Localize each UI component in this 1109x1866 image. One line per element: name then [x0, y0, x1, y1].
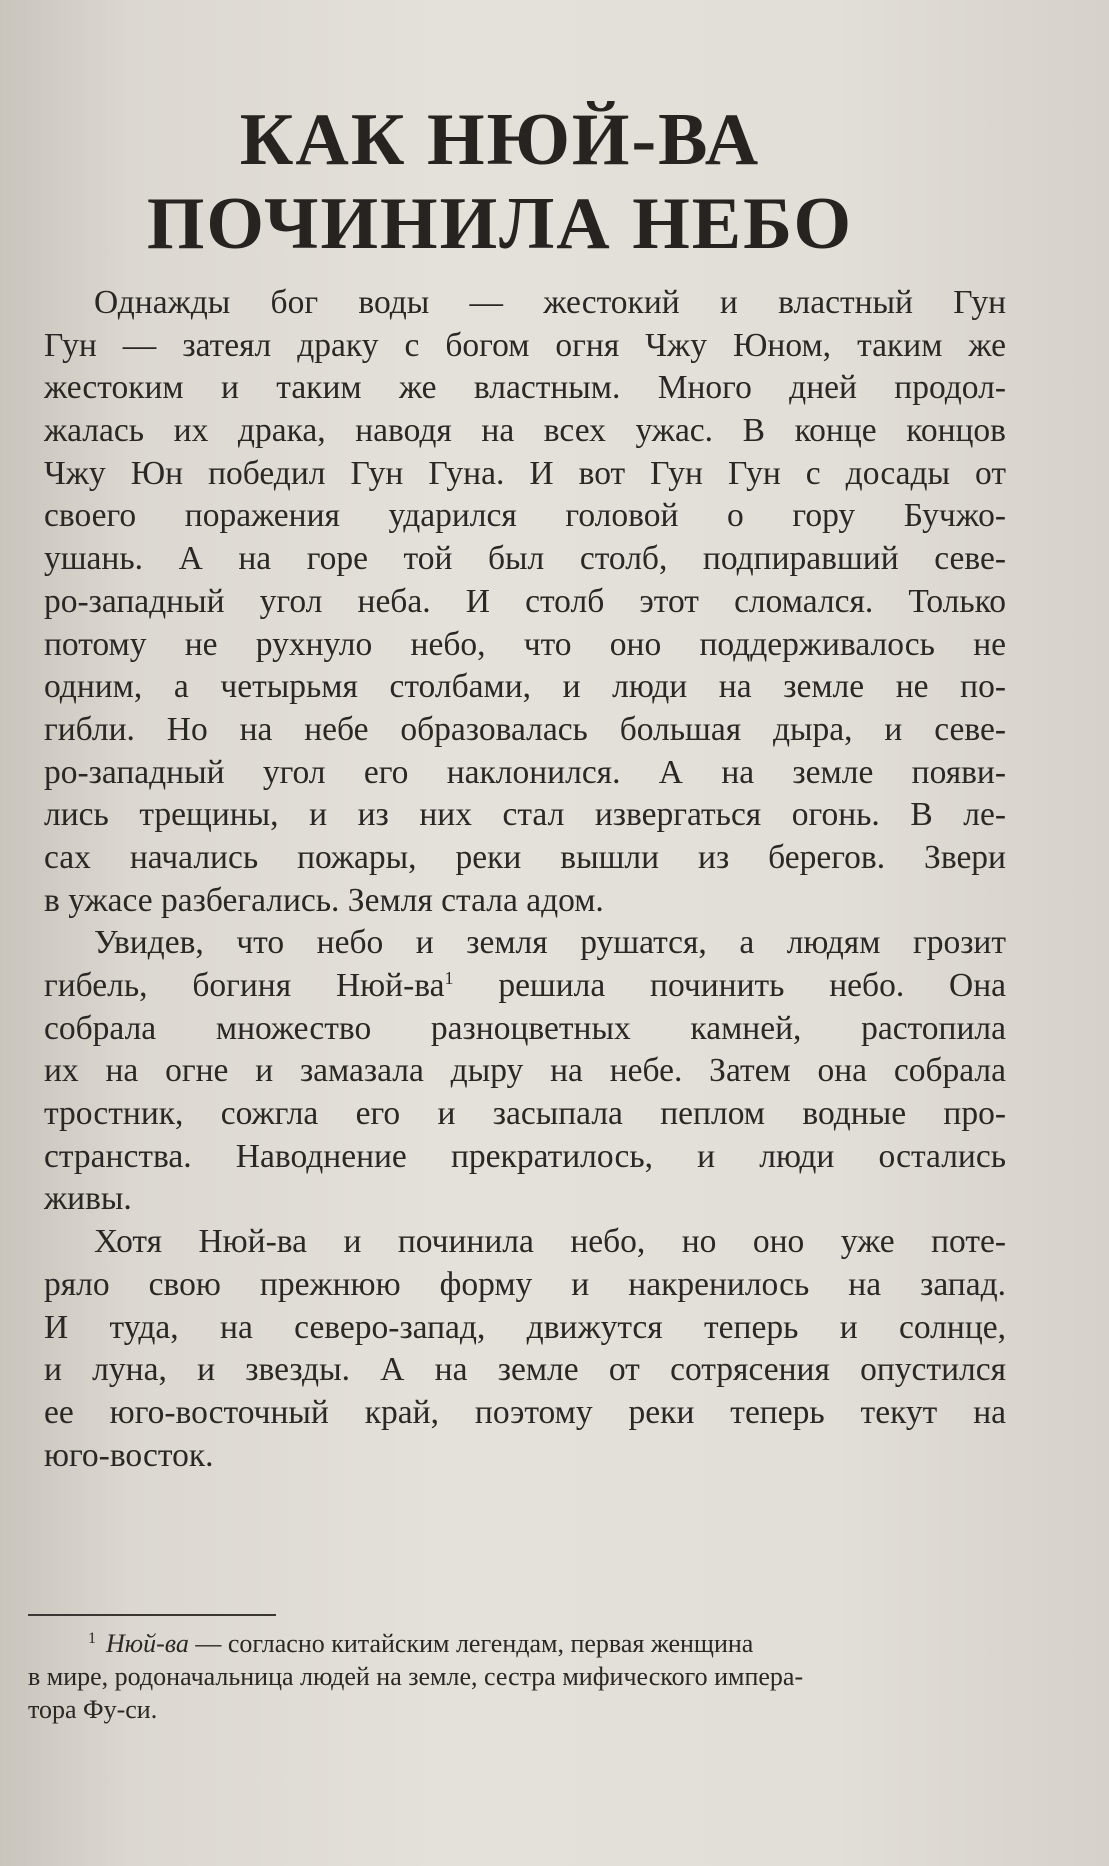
text-line: сах начались пожары, реки вышли из берегов. Звери	[44, 838, 1006, 876]
text-line: Чжу Юн победил Гун Гуна. И вот Гун Гун с досады от	[44, 454, 1006, 492]
footnote-term: Нюй-ва	[106, 1629, 189, 1658]
text-line: потому не рухнуло небо, что оно поддерживалось не	[44, 625, 1006, 663]
footnote-text: — согласно китайским легендам, первая женщина	[188, 1629, 754, 1658]
text-fragment: решила починить небо. Она	[453, 967, 1007, 1004]
text-line: одним, а четырьмя столбами, и люди на земле не по-	[44, 668, 1006, 706]
text-line: лись трещины, и из них стал извергаться огонь. В ле-	[44, 796, 1006, 834]
footnote-mark: 1	[88, 1630, 96, 1647]
text-line: Увидев, что небо и земля рушатся, а людям грозит	[94, 924, 1006, 962]
text-line: и луна, и звезды. А на земле от сотрясения опустился	[44, 1351, 1006, 1389]
text-line: их на огне и замазала дыру на небе. Затем она собрала	[44, 1052, 1006, 1090]
footnote-divider	[28, 1614, 276, 1616]
text-line: жестоким и таким же властным. Много дней продол-	[44, 369, 1006, 407]
text-line: ушань. А на горе той был столб, подпиравший севе-	[44, 540, 1006, 578]
text-line: в ужасе разбегались. Земля стала адом.	[44, 881, 604, 919]
footnote-reference[interactable]: 1	[444, 968, 454, 988]
text-line: странства. Наводнение прекратилось, и люди остались	[44, 1137, 1006, 1175]
text-line: Однажды бог воды — жестокий и властный Гун	[94, 284, 1006, 321]
text-line: собрала множество разноцветных камней, растопила	[44, 1009, 1006, 1047]
text-line: своего поражения ударился головой о гору Бучжо-	[44, 497, 1006, 535]
text-line: И туда, на северо-запад, движутся теперь и солнце,	[44, 1308, 1006, 1346]
story-text	[44, 282, 1006, 1477]
text-line-with-footnote	[44, 965, 1006, 1008]
text-line: ро-западный угол неба. И столб этот сломался. Только	[44, 582, 1006, 620]
footnote-line	[28, 1622, 1050, 1660]
chapter-title-line-2: ПОЧИНИЛА НЕБО	[146, 183, 854, 265]
footnote-line: в мире, родоначальница людей на земле, сестра мифического импера-	[28, 1662, 804, 1691]
text-line: Хотя Нюй-ва и починила небо, но оно уже поте-	[94, 1223, 1006, 1261]
text-fragment: гибель, богиня Нюй-ва	[44, 967, 445, 1004]
chapter-title	[0, 98, 1000, 266]
text-line: гибли. Но на небе образовалась большая дыра, и севе-	[44, 710, 1006, 748]
text-line: Гун — затеял драку с богом огня Чжу Юном, таким же	[44, 326, 1006, 364]
footnote-line: тора Фу-си.	[28, 1695, 158, 1724]
text-line: ряло свою прежнюю форму и накренилось на запад.	[44, 1265, 1006, 1303]
text-line: ее юго-восточный край, поэтому реки теперь текут на	[44, 1393, 1006, 1431]
chapter-title-line-1: КАК НЮЙ-ВА	[239, 99, 761, 181]
text-line: тростник, сожгла его и засыпала пеплом водные про-	[44, 1095, 1006, 1133]
text-line: ро-западный угол его наклонился. А на земле появи-	[44, 753, 1006, 791]
text-line: жалась их драка, наводя на всех ужас. В конце концов	[44, 412, 1006, 450]
footnote	[28, 1622, 1050, 1726]
text-line: живы.	[44, 1180, 132, 1218]
text-line: юго-восток.	[44, 1436, 214, 1474]
